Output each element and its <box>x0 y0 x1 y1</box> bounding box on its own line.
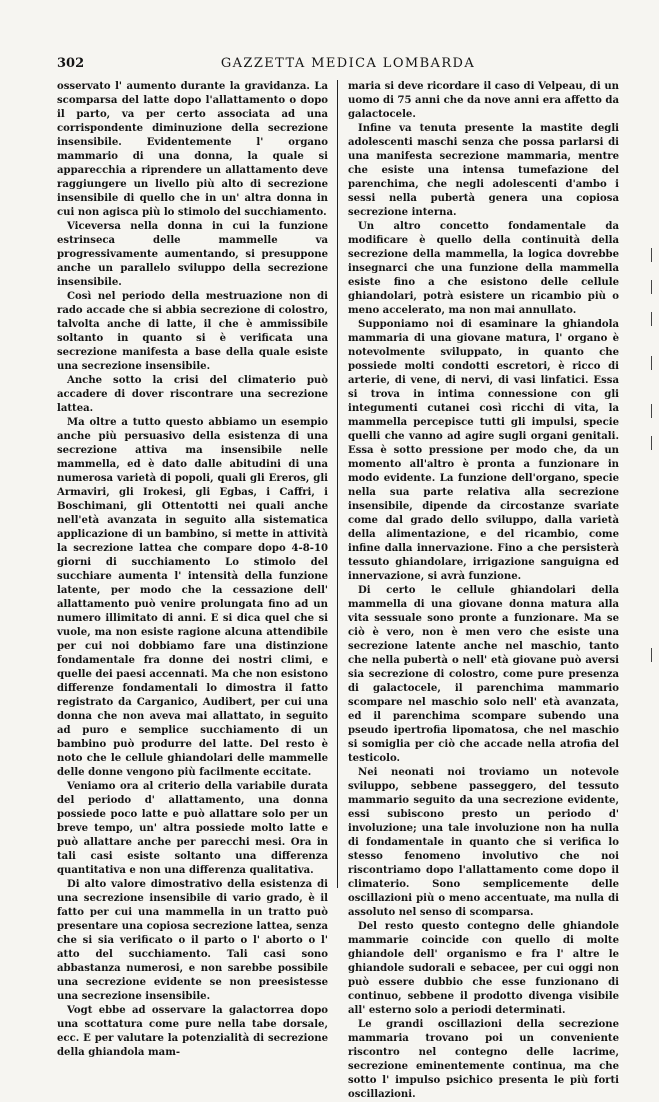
paragraph: Anche sotto la crisi del climaterio può accadere di dover riscontrare una secrezione lattea. <box>57 375 328 414</box>
article-body <box>57 80 639 1100</box>
paragraph: Del resto questo contegno delle ghiandole mammarie coincide con quello di molte ghiandole dell' organismo e fra l' altre le ghiandole sudorali e sebacee, per cui oggi non può essere dubbio che esse funzionano di continuo, sebbene il prodotto divenga visibile all' esterno solo a periodi determinati. <box>348 921 619 1016</box>
margin-mark <box>651 248 652 262</box>
paragraph: Infine va tenuta presente la mastite degli adolescenti maschi senza che possa parlarsi di una manifesta secrezione mammaria, mentre che esiste una intensa tumefazione del parenchima, che negli adolescenti d'ambo i sessi nella pubertà genera una copiosa secrezione interna. <box>348 123 619 218</box>
paragraph: Le grandi oscillazioni della secrezione mammaria trovano poi un conveniente riscontro nel contegno delle lacrime, secrezione eminentemente continua, ma che sotto l' impulso psichico presenta le più forti oscillazioni. <box>348 1019 619 1100</box>
paragraph: Di certo le cellule ghiandolari della mammella di una giovane donna matura alla vita sessuale sono pronte a funzionare. Ma se ciò è vero, non è men vero che esiste una secrezione latente anche nel maschio, tanto che nella pubertà o nell' età giovane può aversi sia secrezione di colostro, come pure presenza di galactocele, il parenchima mammario scompare nel maschio solo nell' età avanzata, ed il parenchima scompare subendo una pseudo ipertrofia lipomatosa, che nel maschio si somiglia per ciò che accade nella atrofia del testicolo. <box>348 585 619 764</box>
paragraph: Viceversa nella donna in cui la funzione estrinseca delle mammelle va progressivamente aumentando, si presuppone anche un parallelo sviluppo della secrezione insensibile. <box>57 221 328 288</box>
column-divider <box>337 80 338 888</box>
margin-mark <box>651 648 652 662</box>
margin-mark <box>651 356 652 370</box>
running-head-title: GAZZETTA MEDICA LOMBARDA <box>220 56 476 71</box>
paragraph: Supponiamo noi di esaminare la ghiandola mammaria di una giovane matura, l' organo è notevolmente sviluppato, in quanto che possiede molti condotti escretori, è ricco di arterie, di vene, di nervi, di vasi linfatici. Essa si trova in intima connessione con gli integumenti cutanei così ricchi di vita, la mammella percepisce tutti gli impulsi, specie quelli che vanno ad agire sugli organi genitali. Essa è sotto pressione per modo che, da un momento all'altro è pronta a funzionare in modo evidente. La funzione dell'organo, specie nella sua parte relativa alla secrezione insensibile, dipende da circostanze svariate come dal grado dello sviluppo, dalla varietà della alimentazione, e del ricambio, come infine dalla innervazione. Fino a che persisterà tessuto ghiandolare, irrigazione sanguigna ed innervazione, si avrà funzione. <box>348 319 619 582</box>
left-column <box>57 80 328 1058</box>
paragraph: Veniamo ora al criterio della variabile durata del periodo d' allattamento, una donna possiede poco latte e può allattare solo per un breve tempo, un' altra possiede molto latte e può allattare anche per parecchi mesi. Ora in tali casi esiste soltanto una differenza quantitativa e non una differenza qualitativa. <box>57 781 328 876</box>
paragraph: Così nel periodo della mestruazione non di rado accade che si abbia secrezione di colostro, talvolta anche di latte, il che è ammissibile soltanto in quanto si è verificata una secrezione manifesta a base della quale esiste una secrezione insensibile. <box>57 291 328 372</box>
margin-mark <box>651 436 652 450</box>
page-header <box>57 56 639 76</box>
paragraph: Nei neonati noi troviamo un notevole sviluppo, sebbene passeggero, del tessuto mammario seguito da una secrezione evidente, essi subiscono presto un periodo d' involuzione; una tale involuzione non ha nulla di fondamentale in quanto che si verifica lo stesso fenomeno involutivo che noi riscontriamo dopo l'allattamento come dopo il climaterio. Sono semplicemente delle oscillazioni più o meno accentuate, ma nulla di assoluto nel senso di scomparsa. <box>348 767 619 918</box>
margin-mark <box>651 312 652 326</box>
right-column <box>348 80 619 1100</box>
paragraph: Un altro concetto fondamentale da modificare è quello della continuità della secrezione della mammella, la logica dovrebbe insegnarci che una funzione della mammella esiste fino a che esistono delle cellule ghiandolari, potrà esistere un ricambio più o meno accelerato, ma non mai annullato. <box>348 221 619 316</box>
paragraph: Ma oltre a tutto questo abbiamo un esempio anche più persuasivo della esistenza di una secrezione attiva ma insensibile nelle mammella, ed è dato dalle abitudini di una numerosa varietà di popoli, quali gli Ereros, gli Armaviri, gli Irokesi, gli Egbas, i Caffri, i Boschimani, gli Ottentotti nei quali anche nell'età avanzata in seguito alla sistematica applicazione di un bambino, si mette in attività la secrezione lattea che compare dopo 4-8-10 giorni di succhiamento Lo stimolo del succhiare aumenta l' intensità della funzione latente, per modo che la cessazione dell' allattamento può venire prolungata fino ad un numero illimitato di anni. E si dica quel che si vuole, ma non esiste ragione alcuna attendibile per cui noi dobbiamo fare una distinzione fondamentale fra donne dei nostri climi, e quelle dei paesi accennati. Ma che non esistono differenze fondamentali lo dimostra il fatto registrato da Carganico, Audibert, per cui una donna che non aveva mai allattato, in seguito ad puro e semplice succhiamento di un bambino può produrre del latte. Del resto è noto che le cellule ghiandolari delle mammelle delle donne vengono più facilmente eccitate. <box>57 417 328 778</box>
paragraph: Vogt ebbe ad osservare la galactorrea dopo una scottatura come pure nella tabe dorsale, ecc. E per valutare la potenzialità di secrezione della ghiandola mam- <box>57 1005 328 1058</box>
paragraph: maria si deve ricordare il caso di Velpeau, di un uomo di 75 anni che da nove anni era affetto da galactocele. <box>348 81 619 120</box>
margin-mark <box>651 280 652 294</box>
paragraph: osservato l' aumento durante la gravidanza. La scomparsa del latte dopo l'allattamento o dopo il parto, va per certo associata ad una corrispondente diminuzione della secrezione insensibile. Evidentemente l' organo mammario di una donna, la quale si apparecchia a riprendere un allattamento deve raggiungere un livello più alto di secrezione insensibile di quello che in un' altra donna in cui non agisca più lo stimolo del succhiamento. <box>57 81 328 218</box>
page-number: 302 <box>57 56 85 71</box>
margin-mark <box>651 404 652 418</box>
paragraph: Di alto valore dimostrativo della esistenza di una secrezione insensibile di vario grado, è il fatto per cui una mammella in un tratto può presentare una copiosa secrezione lattea, senza che si sia verificato o il parto o l' aborto o l' atto del succhiamento. Tali casi sono abbastanza numerosi, e non sarebbe possibile una secrezione evidente se non preesistesse una secrezione insensibile. <box>57 879 328 1002</box>
